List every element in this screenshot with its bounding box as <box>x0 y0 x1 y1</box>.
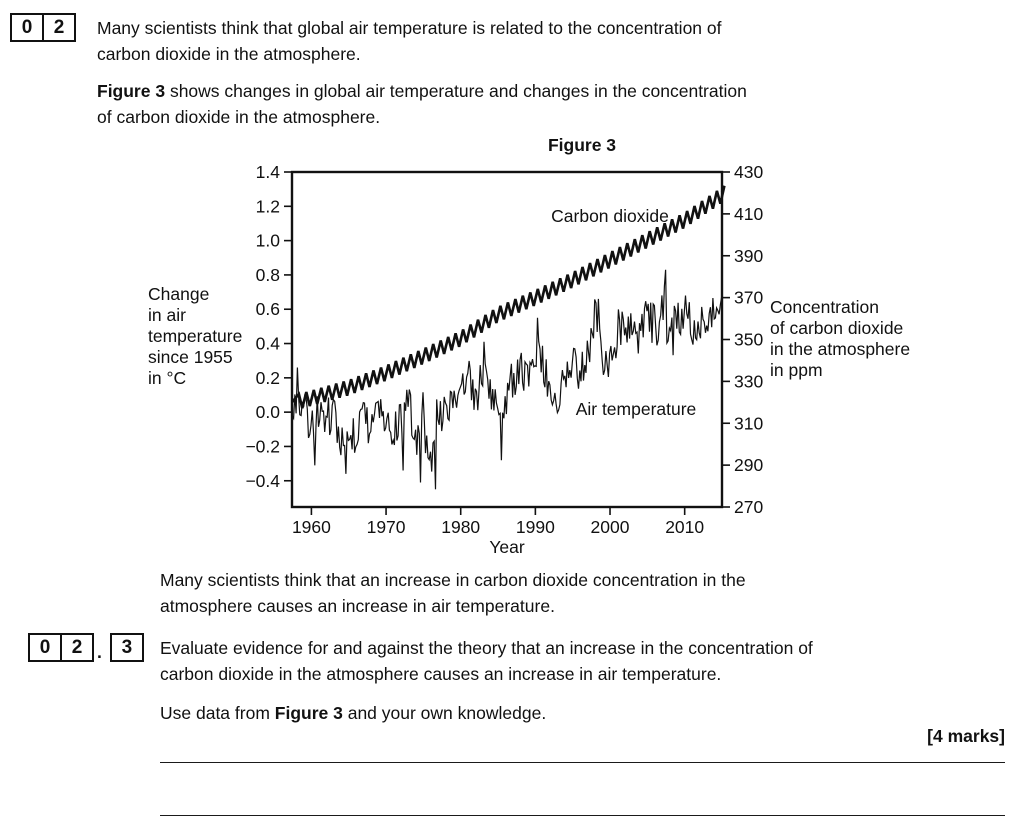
figure-reference: Figure 3 <box>97 81 166 101</box>
intro-paragraph-2-line-2: of carbon dioxide in the atmosphere. <box>97 107 381 127</box>
x-axis-tick-label: 2000 <box>590 517 630 537</box>
left-axis-tick-label: 0.6 <box>255 299 280 320</box>
air-temperature-label: Air temperature <box>575 399 697 419</box>
x-axis-tick-label: 1990 <box>515 517 555 537</box>
x-axis-tick-label: 2010 <box>665 517 705 537</box>
intro-paragraph-1-line-2: carbon dioxide in the atmosphere. <box>97 44 361 64</box>
use-data-prefix: Use data from <box>160 703 275 723</box>
right-axis-tick-label: 410 <box>734 203 764 224</box>
question-2-3-text <box>160 635 813 687</box>
right-axis-label-line: in ppm <box>770 360 823 380</box>
right-axis-tick-label: 330 <box>734 371 764 392</box>
right-axis-tick-label: 270 <box>734 497 764 517</box>
right-axis-tick-label: 290 <box>734 455 764 476</box>
right-axis-tick-label: 310 <box>734 413 764 434</box>
left-axis-tick-label: 0.2 <box>255 367 280 388</box>
x-axis-title: Year <box>489 537 525 557</box>
right-axis-tick-label: 370 <box>734 287 764 308</box>
left-axis-label-line: Change <box>148 284 210 304</box>
intro-paragraph-1 <box>97 15 722 67</box>
right-axis-label <box>770 297 910 381</box>
answer-line[interactable] <box>160 762 1005 763</box>
figure-title: Figure 3 <box>547 135 617 155</box>
right-axis-tick-label: 390 <box>734 245 764 266</box>
figure3-chart <box>240 128 790 564</box>
question-number-digit: 2 <box>42 13 76 42</box>
left-axis-tick-label: 0.8 <box>255 264 280 285</box>
mid-paragraph-line-1: Many scientists think that an increase in carbon dioxide concentration in the <box>160 570 746 590</box>
left-axis-label-line: since 1955 <box>148 347 233 367</box>
x-axis-tick-label: 1960 <box>291 517 331 537</box>
left-axis-tick-label: 0.4 <box>255 333 280 354</box>
figure-reference: Figure 3 <box>274 703 343 723</box>
intro-paragraph-2-line-1-text: shows changes in global air temperature and changes in the concentration <box>165 81 747 101</box>
left-axis-tick-label: −0.2 <box>245 436 280 457</box>
mid-paragraph-line-2: atmosphere causes an increase in air temperature. <box>160 596 555 616</box>
right-axis-label-line: in the atmosphere <box>770 339 911 359</box>
carbon-dioxide-label: Carbon dioxide <box>551 206 669 226</box>
right-axis-tick-label: 350 <box>734 329 764 350</box>
right-axis-label-line: Concentration <box>770 297 879 317</box>
left-axis-tick-label: 1.4 <box>255 162 280 182</box>
question-2-3-sub-digit: 3 <box>110 633 144 662</box>
marks-label: [4 marks] <box>927 726 1005 746</box>
left-axis-label-line: in °C <box>148 368 187 388</box>
intro-paragraph-1-line-1: Many scientists think that global air temperature is related to the concentration of <box>97 18 722 38</box>
right-axis-tick-label: 430 <box>734 162 764 182</box>
x-axis-tick-label: 1970 <box>366 517 406 537</box>
question-number-digit: 0 <box>10 13 44 42</box>
use-data-line <box>160 700 546 726</box>
question-2-3-line-2: carbon dioxide in the atmosphere causes an increase in air temperature. <box>160 664 722 684</box>
mid-paragraph <box>160 567 746 619</box>
left-axis-label <box>148 284 242 389</box>
left-axis-tick-label: 1.0 <box>255 230 280 251</box>
question-2-3-digit: 0 <box>28 633 62 662</box>
intro-paragraph-2 <box>97 78 747 130</box>
left-axis-tick-label: −0.4 <box>245 470 280 491</box>
intro-paragraph-2-line-1 <box>97 78 747 104</box>
question-2-3-digit: 2 <box>60 633 94 662</box>
x-axis-tick-label: 1980 <box>441 517 481 537</box>
question-2-3-line-1: Evaluate evidence for and against the theory that an increase in the concentration of <box>160 638 813 658</box>
answer-line[interactable] <box>160 815 1005 816</box>
left-axis-label-line: temperature <box>148 326 243 346</box>
right-axis-label-line: of carbon dioxide <box>770 318 904 338</box>
left-axis-label-line: in air <box>148 305 186 325</box>
use-data-sentence <box>160 700 546 726</box>
question-number-box <box>10 13 76 42</box>
use-data-suffix: and your own knowledge. <box>342 703 547 723</box>
question-2-3-number-box <box>28 633 144 662</box>
left-axis-tick-label: 0.0 <box>255 402 280 423</box>
left-axis-tick-label: 1.2 <box>255 196 280 217</box>
question-number-separator: . <box>97 642 102 662</box>
